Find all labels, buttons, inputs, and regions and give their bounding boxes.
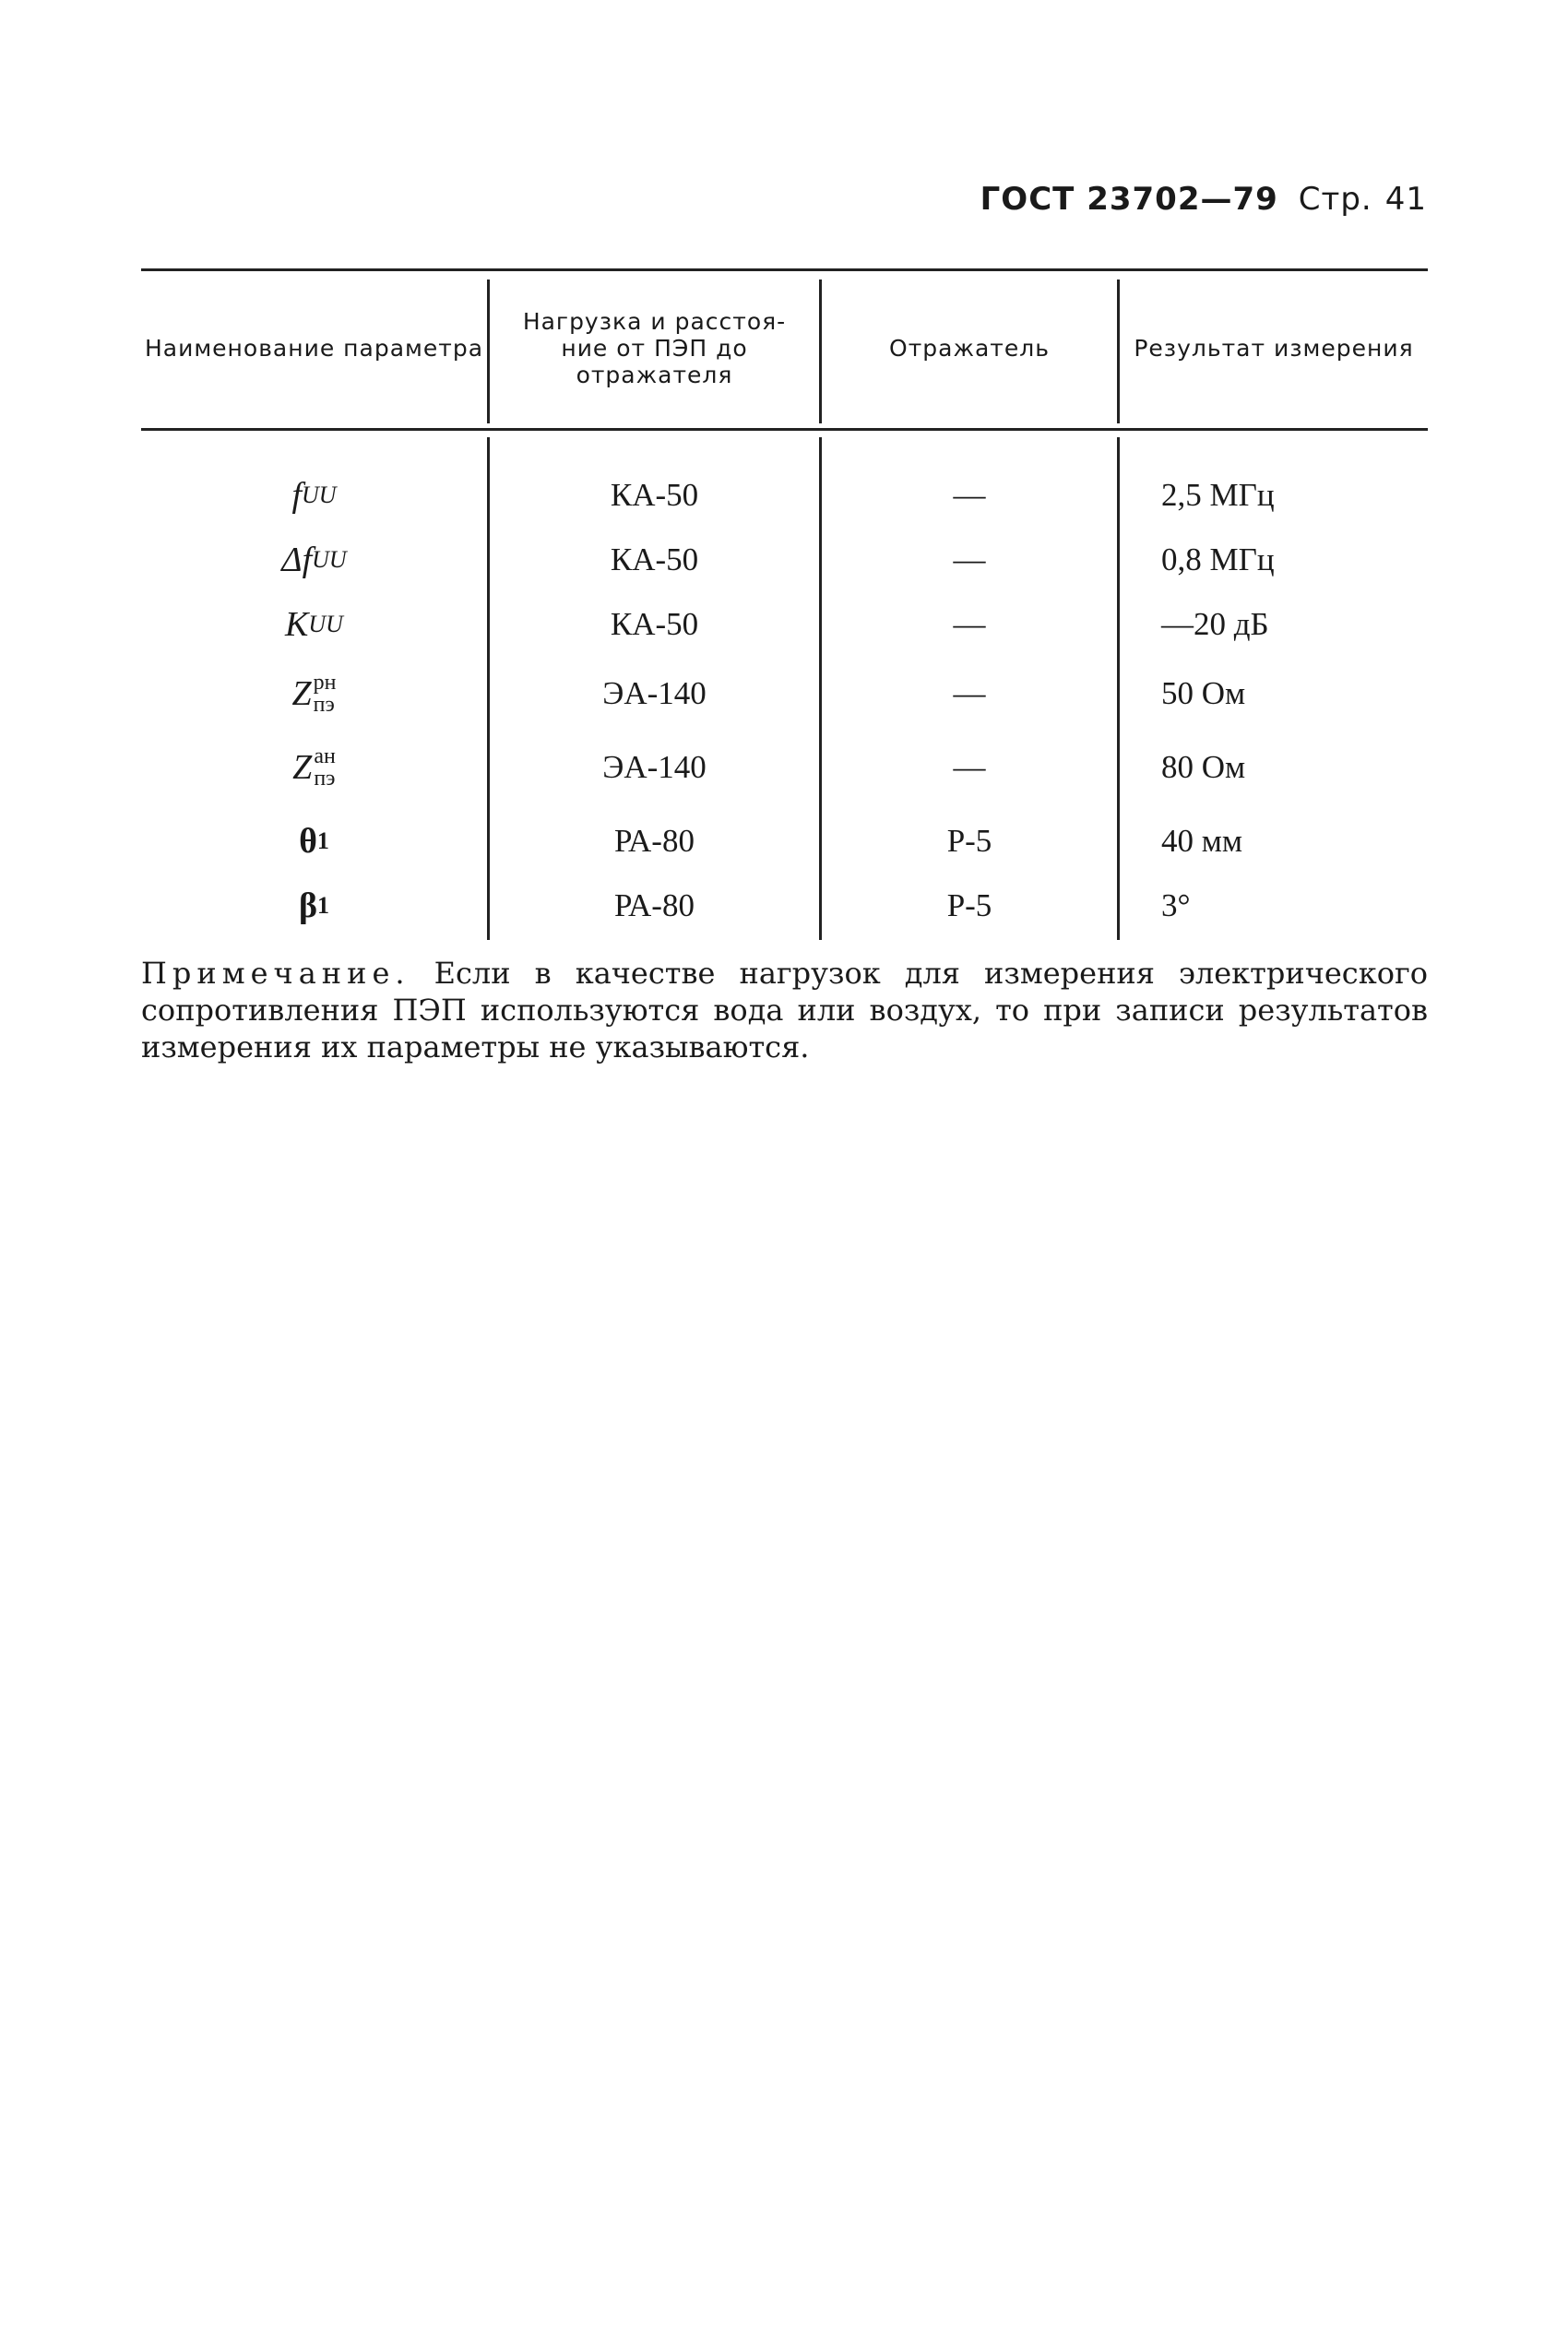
cell-load: КА-50 <box>610 541 699 577</box>
table-note <box>141 955 1428 1065</box>
parameter-symbol: Z <box>291 674 312 713</box>
page-label: Стр. <box>1298 181 1372 218</box>
column-header-load <box>490 268 819 428</box>
cell-result: 2,5 МГц <box>1161 477 1275 513</box>
cell-reflector: Р-5 <box>946 887 992 923</box>
parameter-subscript: 1 <box>317 892 330 919</box>
parameter-superscript: рн <box>313 671 337 695</box>
cell-parameter <box>141 877 487 934</box>
parameter-symbol: f <box>291 476 302 515</box>
parameter-symbol: Z <box>292 748 313 787</box>
cell-load: ЭА-140 <box>602 675 707 711</box>
cell-reflector: — <box>953 606 986 642</box>
cell-result: 80 Ом <box>1161 749 1246 785</box>
cell-reflector: — <box>953 675 986 711</box>
note-text: Если в качестве нагрузок для измерения электрического сопротивления ПЭП используются вода или воздух, то при записи результатов измерения их параметры не указываются. <box>141 956 1428 1064</box>
cell-result: 50 Ом <box>1161 675 1246 711</box>
parameter-indices <box>314 745 336 790</box>
column-header-reflector <box>822 268 1117 428</box>
cell-parameter <box>141 665 487 722</box>
cell-parameter <box>141 813 487 870</box>
cell-result: 3° <box>1161 887 1191 923</box>
cell-reflector: — <box>953 477 986 513</box>
parameter-subscript: UU <box>308 611 343 637</box>
parameter-symbol: Δf <box>281 541 313 579</box>
column-header-text: Наименование параметра <box>144 335 484 362</box>
cell-reflector: — <box>953 541 986 577</box>
cell-parameter <box>141 467 487 524</box>
note-lead: Примечание. <box>141 956 410 991</box>
parameter-symbol: β <box>298 886 318 925</box>
cell-reflector: Р-5 <box>946 823 992 859</box>
standard-number: ГОСТ 23702—79 <box>980 181 1278 218</box>
parameter-subscript: UU <box>312 546 347 573</box>
parameter-indices <box>314 672 337 716</box>
parameter-subscript: пэ <box>313 693 335 717</box>
parameter-superscript: ан <box>314 744 336 768</box>
cell-parameter <box>141 531 487 589</box>
page-number: 41 <box>1384 181 1427 218</box>
column-header-text: Отражатель <box>889 335 1050 362</box>
column-header-parameter <box>141 268 487 428</box>
cell-load: РА-80 <box>614 887 695 923</box>
column-header-result <box>1120 268 1428 428</box>
cell-parameter <box>141 596 487 653</box>
parameter-symbol: θ <box>299 822 317 861</box>
cell-load: ЭА-140 <box>602 749 707 785</box>
parameter-subscript: 1 <box>316 827 329 854</box>
table-header-rule <box>141 428 1428 431</box>
parameter-subscript: UU <box>302 482 337 508</box>
column-header-text: Нагрузка и расстоя- ние от ПЭП до отражателя <box>522 308 787 388</box>
column-header-text: Результат измерения <box>1134 335 1414 362</box>
cell-result: 40 мм <box>1161 823 1243 859</box>
page-header <box>980 181 1427 218</box>
cell-reflector: — <box>953 749 986 785</box>
cell-parameter <box>141 739 487 796</box>
cell-load: РА-80 <box>614 823 695 859</box>
cell-load: КА-50 <box>610 477 699 513</box>
cell-result: 0,8 МГц <box>1161 541 1275 577</box>
cell-load: КА-50 <box>610 606 699 642</box>
parameter-subscript: пэ <box>314 767 336 791</box>
cell-result: —20 дБ <box>1161 606 1269 642</box>
parameter-symbol: K <box>285 605 309 644</box>
